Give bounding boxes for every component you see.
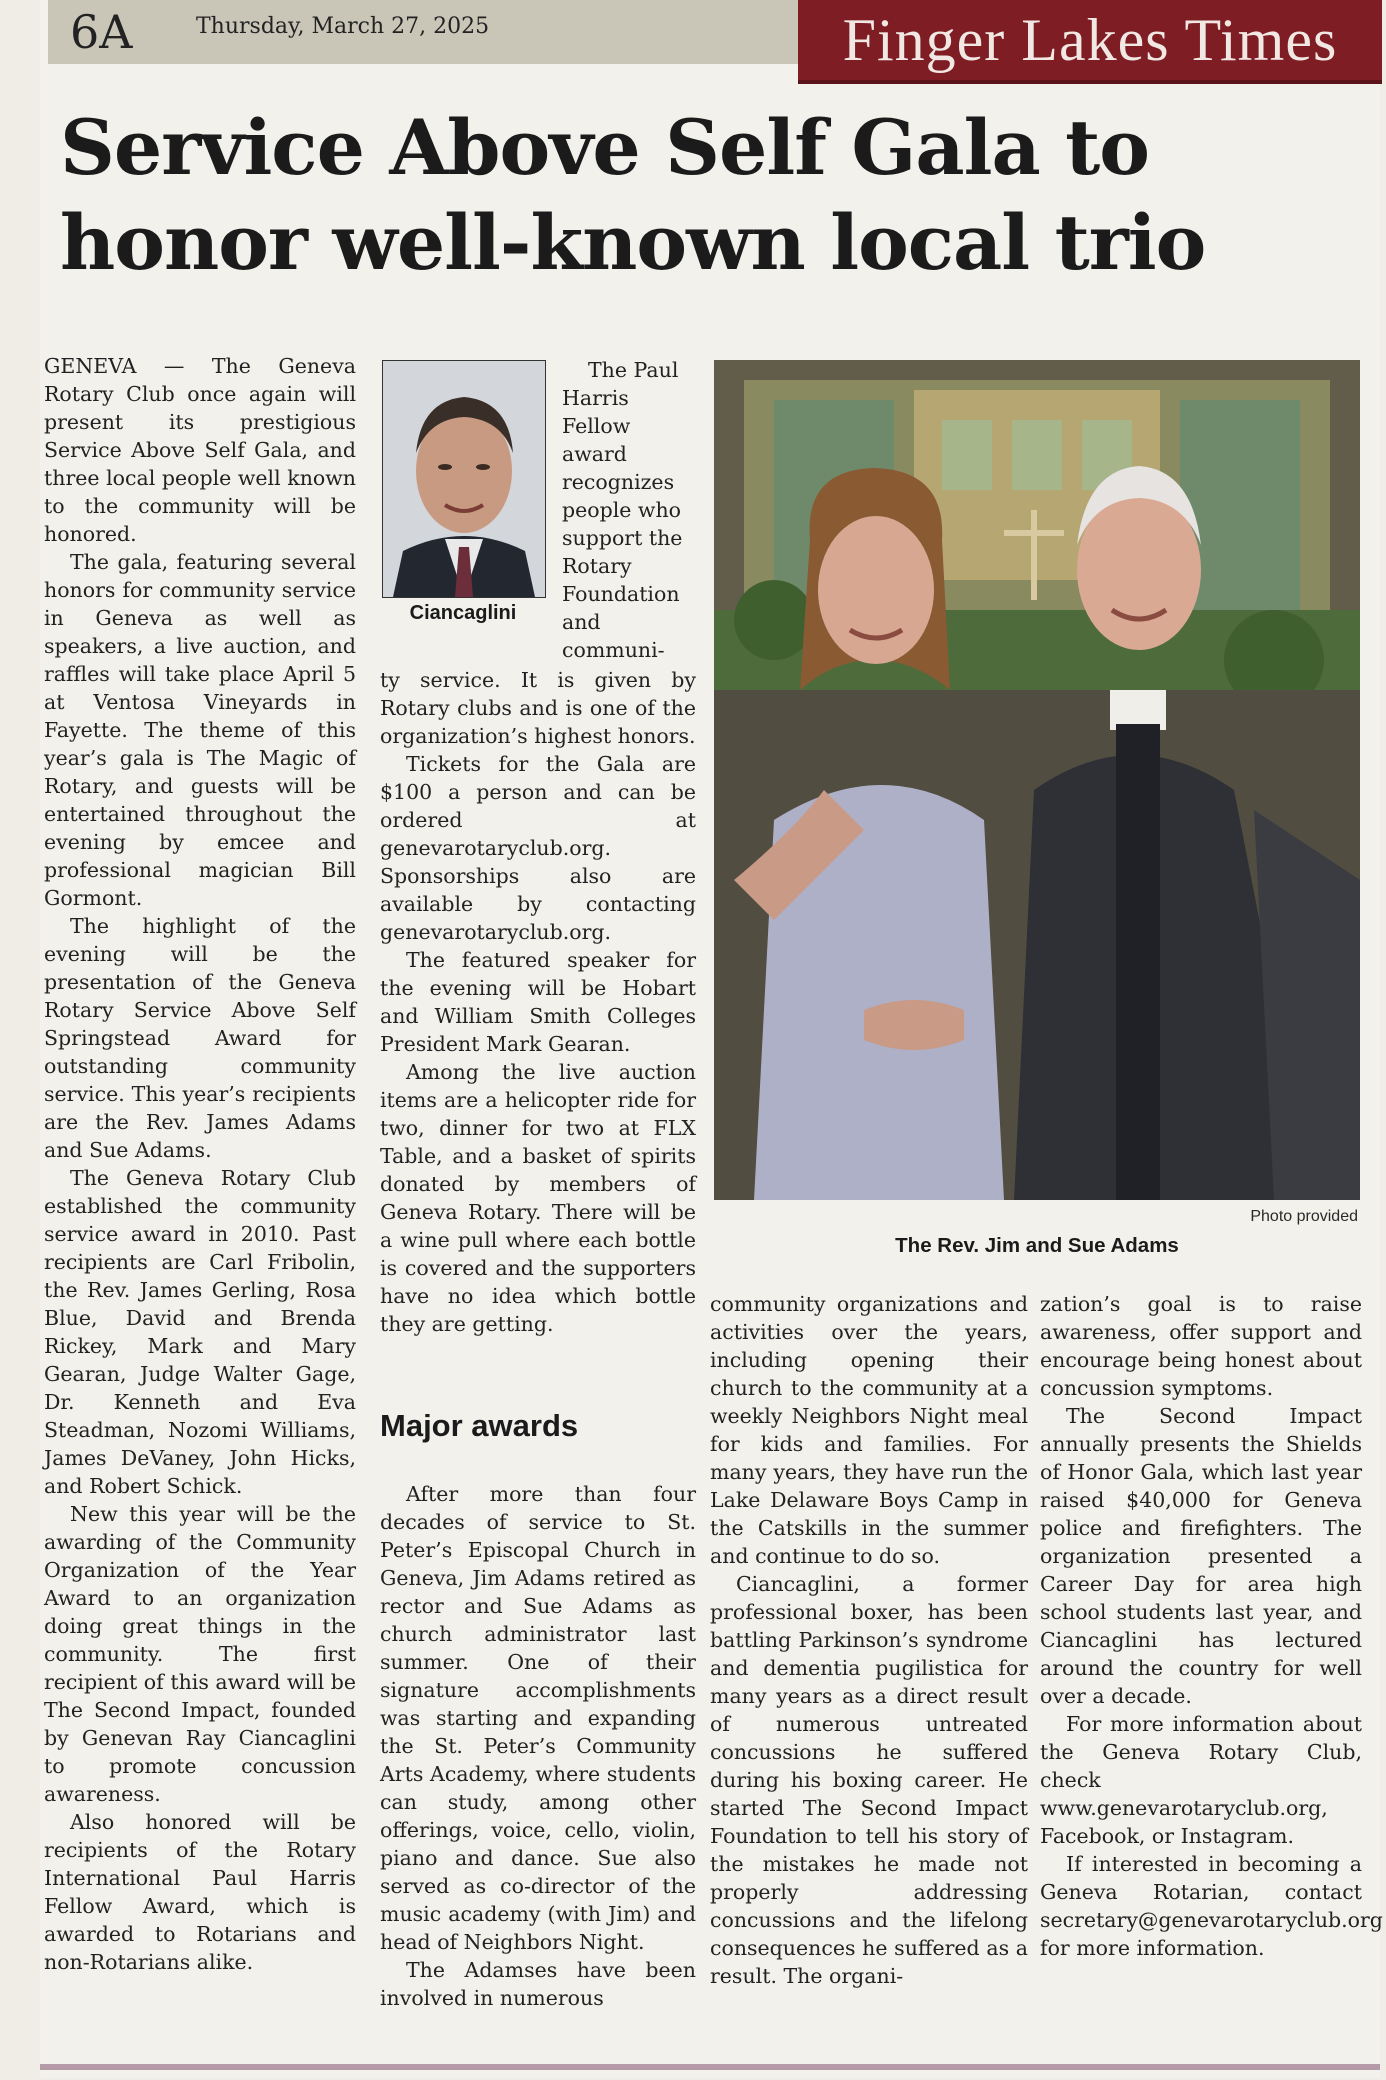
paragraph: If interested in becoming a Geneva Rotarian, contact secretary@genevarotaryclub.org for more information.: [1040, 1852, 1383, 1960]
paragraph: New this year will be the awarding of the Community Organization of the Year Award to an organization doing great things in the community. The first recipient of this award will be The Second Impact, founded by Genevan Ray Ciancaglini to promote concussion awareness.: [44, 1502, 356, 1806]
paragraph: The Second Impact annually presents the Shields of Honor Gala, which last year raised $40,000 for Geneva police and firefighters. The organization presented a Career Day for area high school students last year, and Ciancaglini has lectured around the country for well over a decade.: [1040, 1404, 1362, 1708]
paragraph: ty service. It is given by Rotary clubs and is one of the organization’s highest honors.: [380, 668, 696, 748]
paragraph: Tickets for the Gala are $100 a person and can be ordered at genevarotaryclub.org. Sponsorships also are available by contacting genevarotaryclub.org.: [380, 752, 696, 944]
page-number: 6A: [70, 5, 133, 59]
article-column-2: [380, 666, 696, 1338]
issue-date: Thursday, March 27, 2025: [196, 14, 490, 39]
mugshot-caption: Ciancaglini: [409, 602, 517, 624]
article-column-4: [1040, 1290, 1383, 1962]
paragraph: The featured speaker for the evening will be Hobart and William Smith Colleges President Mark Gearan.: [380, 948, 696, 1056]
masthead-title: Finger Lakes Times: [842, 7, 1338, 73]
ciancaglini-photo: [382, 360, 546, 598]
paragraph: The Geneva Rotary Club established the community service award in 2010. Past recipients are Carl Fribolin, the Rev. James Gerling, Rosa Blue, David and Brenda Rickey, Mark and Mary Gearan, Judge Walter Gage, Dr. Kenneth and Eva Steadman, Nozomi Williams, James DeVaney, John Hicks, and Robert Schick.: [44, 1166, 356, 1498]
portrait-illustration: [383, 361, 545, 597]
article-column-3: [710, 1290, 1028, 1990]
headline: [60, 100, 1380, 290]
article-column-2-lower: [380, 1480, 696, 2012]
photo-caption: The Rev. Jim and Sue Adams: [895, 1234, 1179, 1257]
paragraph: The Adamses have been involved in numerous: [380, 1958, 696, 2010]
masthead: [798, 0, 1382, 84]
paragraph: The gala, featuring several honors for community service in Geneva as well as speakers, a live auction, and raffles will take place April 5 at Ventosa Vineyards in Fayette. The theme of this year’s gala is The Magic of Rotary, and guests will be entertained throughout the evening by emcee and professional magician Bill Gormont.: [44, 550, 356, 910]
photo-illustration: [714, 360, 1360, 1200]
adams-photo: [714, 360, 1360, 1200]
paragraph: GENEVA — The Geneva Rotary Club once again will present its prestigious Service Above Self Gala, and three local people well known to the community will be honored.: [44, 354, 356, 546]
paragraph: For more information about the Geneva Rotary Club, check www.genevarotaryclub.org, Facebook, or Instagram.: [1040, 1712, 1362, 1848]
footer-rule: [40, 2064, 1380, 2070]
paragraph: community organizations and activities over the years, including opening their church to the community at a weekly Neighbors Night meal for kids and families. For many years, they have run the Lake Delaware Boys Camp in the Catskills in the summer and continue to do so.: [710, 1292, 1028, 1568]
subhead-major-awards: Major awards: [380, 1408, 579, 1443]
paragraph: The Paul Harris Fellow award recognizes people who support the Rotary Foundation and communi-: [562, 358, 683, 662]
paragraph: The highlight of the evening will be the presentation of the Geneva Rotary Service Above Self Springstead Award for outstanding community service. This year’s recipients are the Rev. James Adams and Sue Adams.: [44, 914, 356, 1162]
headline-line-2: honor well-known local trio: [60, 198, 1206, 287]
article-column-1: [44, 352, 356, 1976]
paragraph: zation’s goal is to raise awareness, offer support and encourage being honest about concussion symptoms.: [1040, 1292, 1362, 1400]
article-column-2-top: [562, 356, 696, 664]
paragraph: After more than four decades of service to St. Peter’s Episcopal Church in Geneva, Jim Adams retired as rector and Sue Adams as church administrator last summer. One of their signature accomplishments was starting and expanding the St. Peter’s Community Arts Academy, where students can study, among other offerings, voice, cello, violin, piano and dance. Sue also served as co-director of the music academy (with Jim) and head of Neighbors Night.: [380, 1482, 696, 1954]
paragraph: Also honored will be recipients of the Rotary International Paul Harris Fellow Award, which is awarded to Rotarians and non-Rotarians alike.: [44, 1810, 356, 1974]
paragraph: Ciancaglini, a former professional boxer, has been battling Parkinson’s syndrome and dementia pugilistica for many years as a direct result of numerous untreated concussions he suffered during his boxing career. He started The Second Impact Foundation to tell his story of the mistakes he made not properly addressing concussions and the lifelong consequences he suffered as a result. The organi-: [710, 1572, 1028, 1988]
headline-line-1: Service Above Self Gala to: [60, 103, 1149, 192]
paragraph: Among the live auction items are a helicopter ride for two, dinner for two at FLX Table, and a basket of spirits donated by members of Geneva Rotary. There will be a wine pull where each bottle is covered and the supporters have no idea which bottle they are getting.: [380, 1060, 696, 1336]
photo-credit: Photo provided: [1250, 1208, 1358, 1225]
